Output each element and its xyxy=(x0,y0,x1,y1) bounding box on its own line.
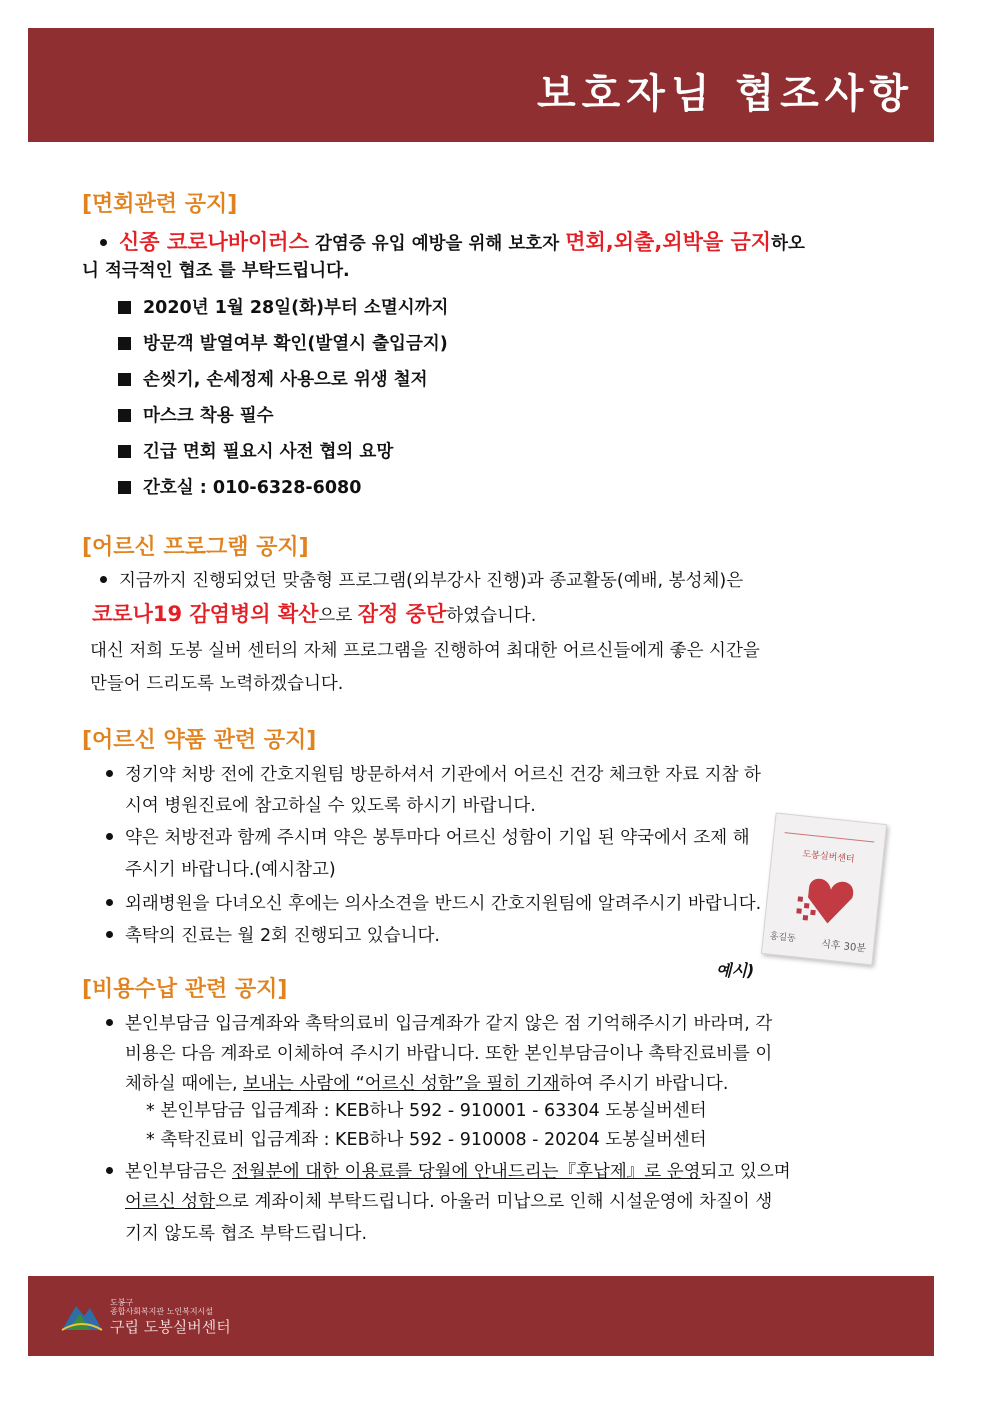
payment-p2b-post: 으로 계좌이체 부탁드립니다. 아울러 미납으로 인해 시설운영에 차질이 생 xyxy=(215,1192,773,1212)
visit-item xyxy=(118,372,428,390)
payment-p2a-post: 되고 있으며 xyxy=(700,1162,791,1182)
visit-item-text: 2020년 1월 28일(화)부터 소멸시까지 xyxy=(143,298,449,318)
org-small-text xyxy=(110,1299,213,1317)
account-line-1: * 본인부담금 입금계좌 : KEB하나 592 - 910001 - 63304 도봉실버센터 xyxy=(146,1101,707,1121)
medicine-b2b: 주시기 바랍니다.(예시참고) xyxy=(125,860,336,880)
medicine-bullet2 xyxy=(106,830,750,848)
visit-intro-red1: 신종 코로나바이러스 xyxy=(119,230,309,254)
program-line1-text: 지금까지 진행되었던 맞춤형 프로그램(외부강사 진행)과 종교활동(예배, 봉성체)은 xyxy=(119,571,744,591)
org-small-line2: 종합사회복지관 노인복지시설 xyxy=(110,1306,214,1316)
medicine-b1a: 정기약 처방 전에 간호지원팀 방문하셔서 기관에서 어르신 건강 체크한 자료 지참 하 xyxy=(125,765,761,785)
visit-intro-red2: 면회,외출,외박을 금지 xyxy=(565,230,772,254)
bullet-icon xyxy=(106,1019,113,1026)
square-bullet-icon xyxy=(118,373,131,386)
visit-item xyxy=(118,336,448,354)
medicine-b1b: 시여 병원진료에 참고하실 수 있도록 하시기 바랍니다. xyxy=(125,796,536,816)
payment-p1c-pre: 체하실 때에는, xyxy=(125,1074,244,1094)
medicine-bullet3 xyxy=(106,896,761,914)
sample-dose-text: 식후 30분 xyxy=(820,939,867,955)
visit-item-text: 간호실 : 010-6328-6080 xyxy=(143,478,362,498)
bullet-icon xyxy=(106,770,113,777)
medicine-envelope-icon xyxy=(762,814,886,965)
payment-p2a-pre: 본인부담금은 xyxy=(125,1162,232,1182)
payment-p1c-underlined: 보내는 사람에 “어르신 성함”을 필히 기재 xyxy=(243,1074,560,1094)
payment-p1a: 본인부담금 입금계좌와 촉탁의료비 입금계좌가 같지 않은 점 기억해주시기 바라며, 각 xyxy=(125,1014,773,1034)
sample-label: 예시) xyxy=(716,961,755,980)
payment-section-title: [비용수납 관련 공지] xyxy=(82,977,288,1002)
bullet-icon xyxy=(106,1167,113,1174)
org-logo-text: 구립 도봉실버센터 xyxy=(110,1318,231,1336)
program-mid: 으로 xyxy=(318,606,358,626)
visit-item-text: 손씻기, 손세정제 사용으로 위생 철저 xyxy=(143,370,428,390)
header-banner xyxy=(28,28,934,142)
medicine-envelope-sample-image xyxy=(761,813,887,966)
program-line2 xyxy=(92,604,536,626)
bullet-icon xyxy=(106,899,113,906)
payment-p2b xyxy=(125,1194,772,1212)
medicine-b2a: 약은 처방전과 함께 주시며 약은 봉투마다 어르신 성함이 기입 된 약국에서 조제 해 xyxy=(125,828,750,848)
sample-center-text: 도봉실버센터 xyxy=(801,849,855,865)
payment-p2b-underlined: 어르신 성함 xyxy=(125,1192,216,1212)
visit-intro-line1 xyxy=(100,232,805,254)
medicine-bullet4 xyxy=(106,928,440,946)
visit-item-text: 긴급 면회 필요시 사전 협의 요망 xyxy=(143,442,394,462)
program-line3: 대신 저희 도봉 실버 센터의 자체 프로그램을 진행하여 최대한 어르신들에게 좋은 시간을 xyxy=(90,641,760,661)
payment-p2a-underlined: 전월분에 대한 이용료를 당월에 안내드리는『후납제』로 운영 xyxy=(232,1162,701,1182)
square-bullet-icon xyxy=(118,409,131,422)
bullet-icon xyxy=(106,931,113,938)
visit-intro-tail: 하오 xyxy=(771,234,805,254)
square-bullet-icon xyxy=(118,301,131,314)
visit-intro-line2: 니 적극적인 협조 를 부탁드립니다. xyxy=(82,261,350,281)
visit-item-text: 마스크 착용 필수 xyxy=(143,406,274,426)
sample-name-text: 홍길동 xyxy=(769,931,797,945)
payment-p1c xyxy=(125,1076,728,1094)
bullet-icon xyxy=(106,833,113,840)
account-line-2: * 촉탁진료비 입금계좌 : KEB하나 592 - 910008 - 20204 도봉실버센터 xyxy=(146,1130,707,1150)
payment-p1b: 비용은 다음 계좌로 이체하여 주시기 바랍니다. 또한 본인부담금이나 촉탁진료비를 이 xyxy=(125,1044,773,1064)
org-small-line1: 도봉구 xyxy=(110,1298,134,1307)
program-tail: 하였습니다. xyxy=(446,606,537,626)
square-bullet-icon xyxy=(118,337,131,350)
program-line1 xyxy=(100,573,743,591)
medicine-section-title: [어르신 약품 관련 공지] xyxy=(82,728,317,753)
page-title: 보호자님 협조사항 xyxy=(536,71,914,117)
bullet-icon xyxy=(100,576,107,583)
visit-section-title: [면회관련 공지] xyxy=(82,192,238,217)
program-section-title: [어르신 프로그램 공지] xyxy=(82,535,309,560)
visit-item xyxy=(118,408,274,426)
visit-item xyxy=(118,444,393,462)
program-red2: 잠정 중단 xyxy=(357,602,447,626)
medicine-b3: 외래병원을 다녀오신 후에는 의사소견을 반드시 간호지원팀에 알려주시기 바랍니다. xyxy=(125,894,762,914)
visit-intro-mid: 감염증 유입 예방을 위해 보호자 xyxy=(308,234,566,254)
payment-p2c: 기지 않도록 협조 부탁드립니다. xyxy=(125,1224,368,1244)
visit-item xyxy=(118,480,361,498)
visit-item-text: 방문객 발열여부 확인(발열시 출입금지) xyxy=(143,334,448,354)
program-line4: 만들어 드리도록 노력하겠습니다. xyxy=(90,674,344,694)
visit-item xyxy=(118,300,448,318)
program-red1: 코로나19 감염병의 확산 xyxy=(92,602,319,626)
square-bullet-icon xyxy=(118,481,131,494)
mountain-logo-icon xyxy=(60,1296,104,1332)
payment-p1 xyxy=(106,1016,772,1034)
payment-p2 xyxy=(106,1164,791,1182)
payment-p1c-post: 하여 주시기 바랍니다. xyxy=(559,1074,729,1094)
square-bullet-icon xyxy=(118,445,131,458)
medicine-bullet1 xyxy=(106,767,761,785)
medicine-b4: 촉탁의 진료는 월 2회 진행되고 있습니다. xyxy=(125,926,440,946)
bullet-icon xyxy=(100,239,107,246)
